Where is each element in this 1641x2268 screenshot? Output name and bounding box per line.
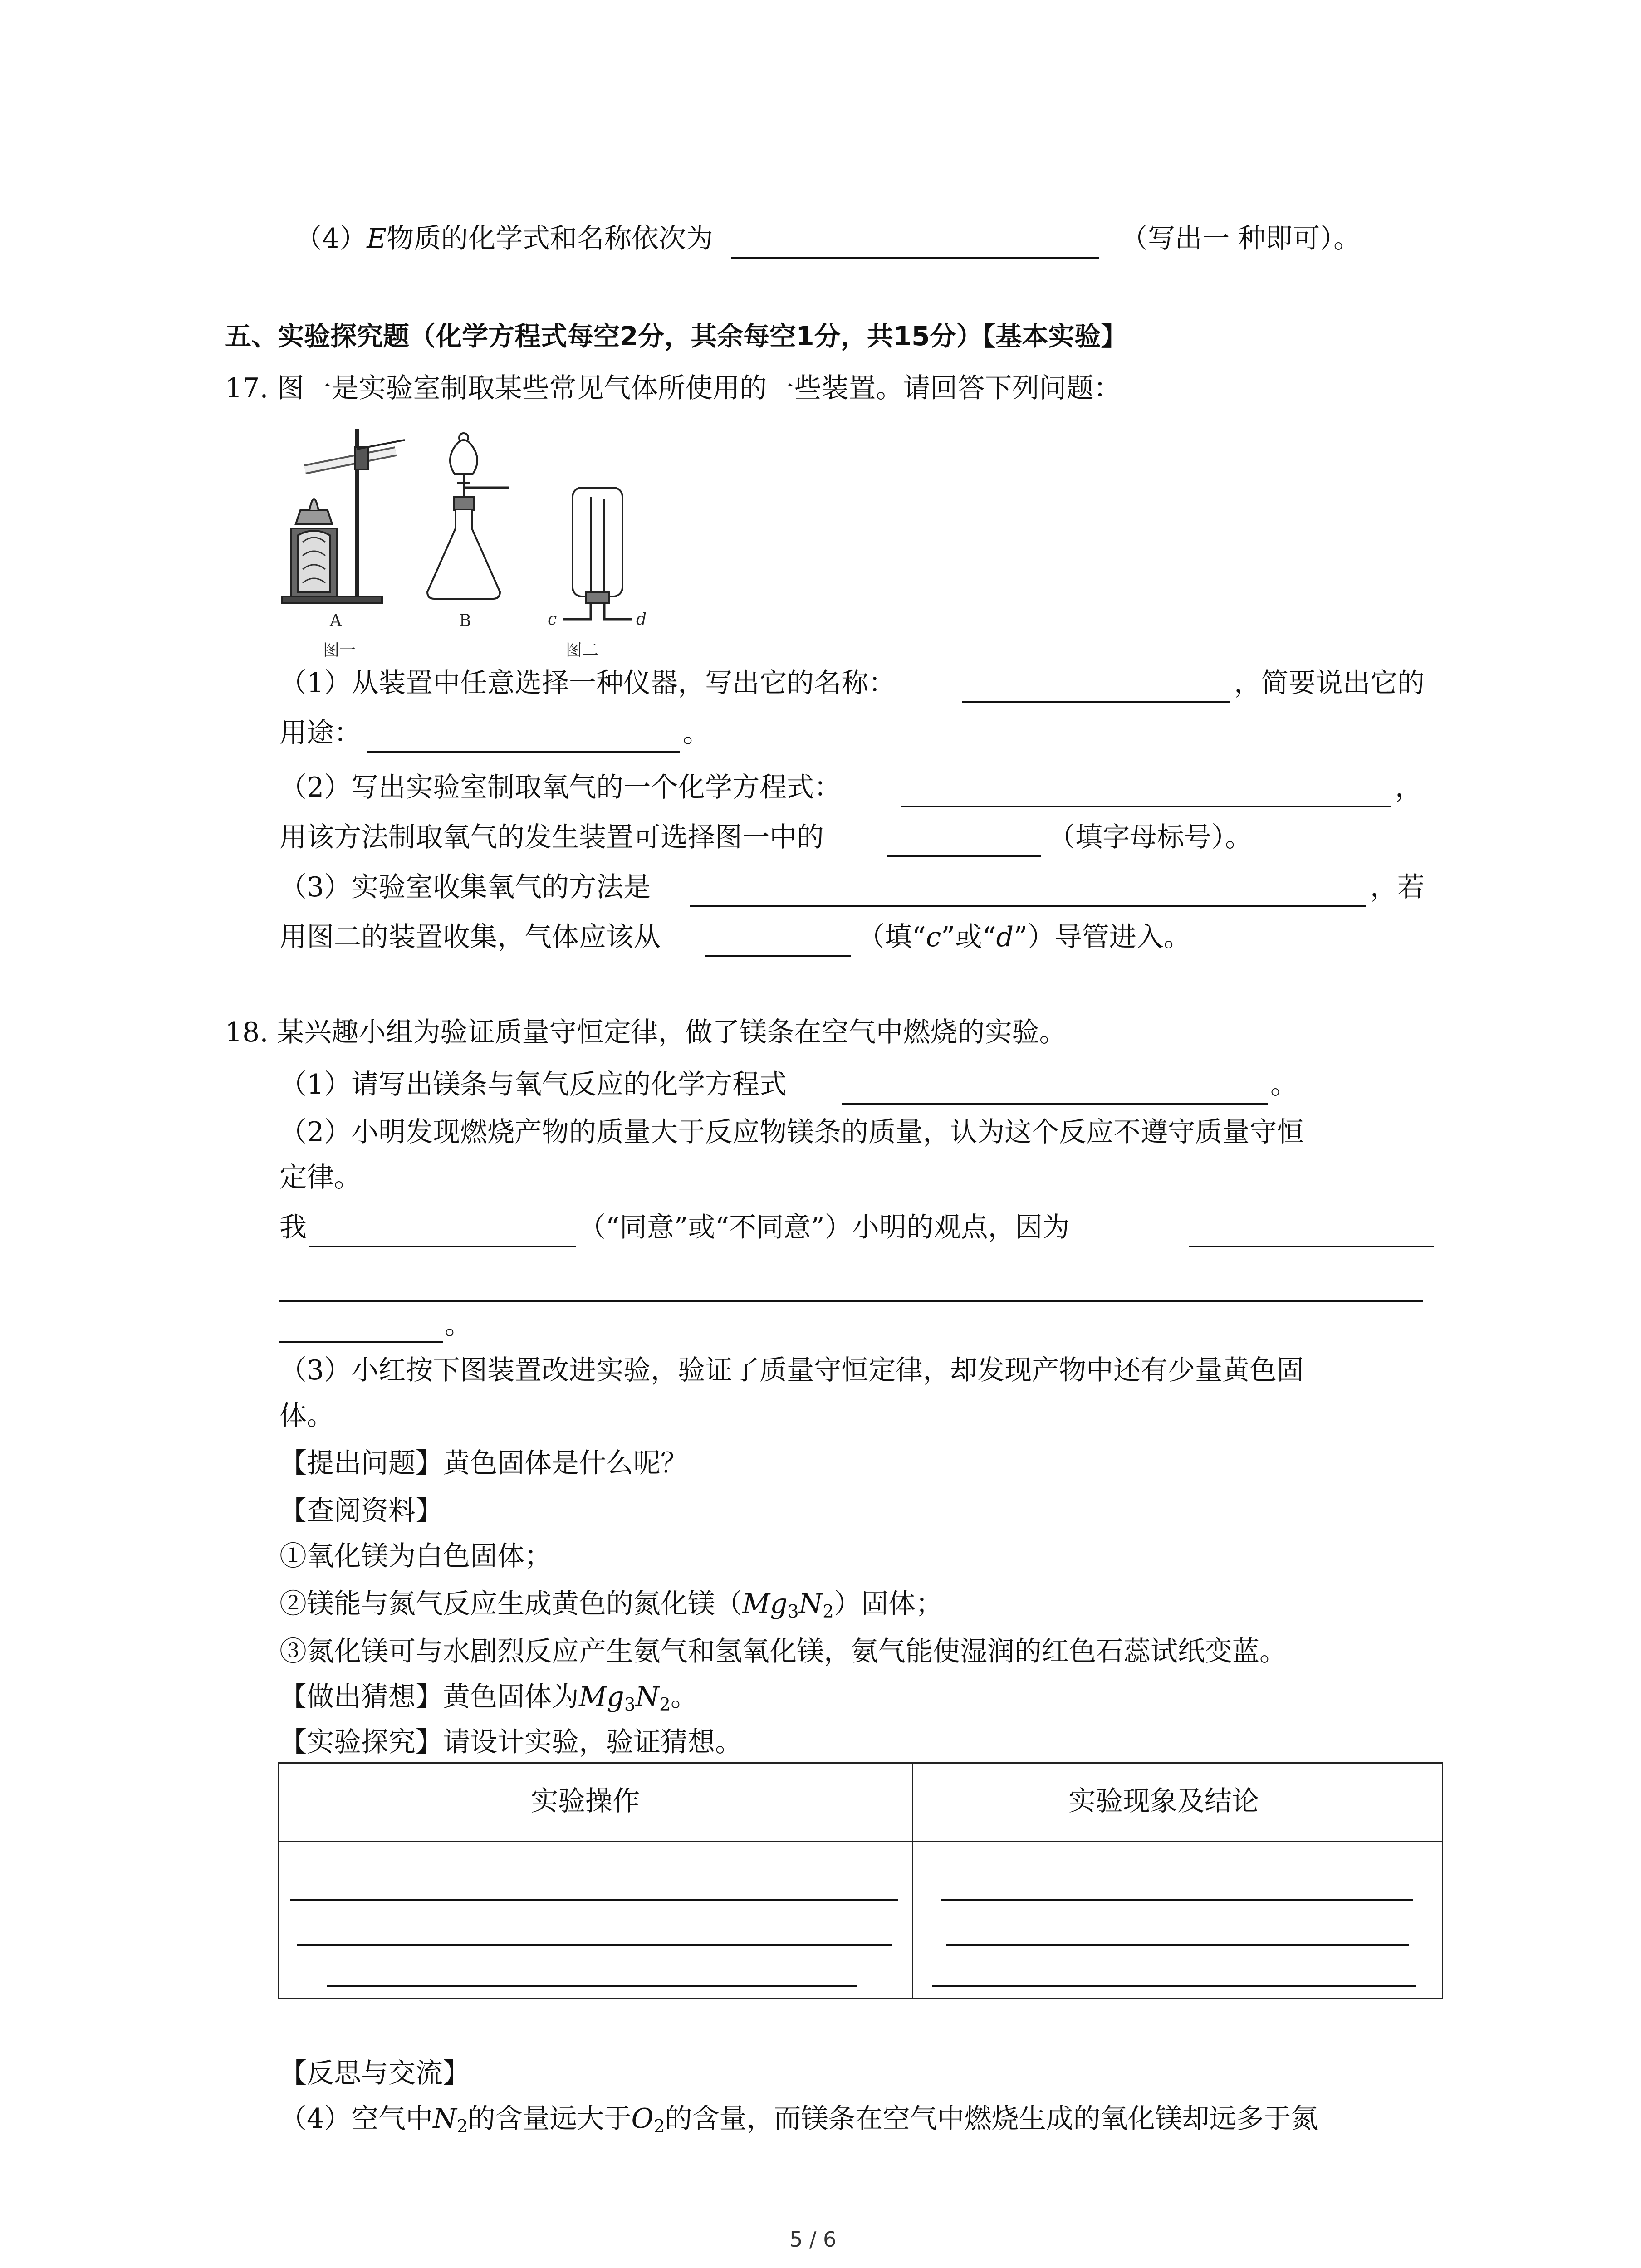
q18-p4 <box>279 2102 1318 2143</box>
table-header-result: 实验现象及结论 <box>1068 1785 1259 1817</box>
guess-formula-n: N <box>635 1681 660 1713</box>
stand-base <box>282 596 382 603</box>
table-column-divider <box>912 1762 913 1999</box>
q18-guess-b: 。 <box>671 1681 698 1713</box>
q18-ask: 【提出问题】黄色固体是什么呢？ <box>279 1447 688 1479</box>
q17-p3-text3: 用图二的装置收集，气体应该从 <box>279 921 661 953</box>
q18-reflect: 【反思与交流】 <box>279 2058 470 2089</box>
q16-item4-num: （4） <box>295 223 367 254</box>
q17-p3-tail <box>857 921 1191 953</box>
experiment-table <box>278 1762 1443 1999</box>
q17-p1-end: 。 <box>683 717 710 749</box>
q17-p2-text2: 用该方法制取氧气的发生装置可选择图一中的 <box>279 821 824 853</box>
o2: O <box>631 2103 654 2135</box>
q18-p4-c: 的含量，而镁条在空气中燃烧生成的氧化镁却远多于氮 <box>665 2103 1318 2135</box>
operation-blank-2[interactable] <box>297 1944 892 1946</box>
q18-ref2-b: ）固体； <box>834 1588 943 1620</box>
caption-fig1: 图一 <box>323 641 356 660</box>
q16-item4-text: 物质的化学式和名称依次为 <box>387 223 713 254</box>
q17-p1-name-blank[interactable] <box>962 701 1230 703</box>
q18-ref: 【查阅资料】 <box>279 1495 443 1527</box>
q17-p3-text: （3）实验室收集氧气的方法是 <box>279 871 651 903</box>
guess-formula-mg: Mg <box>579 1681 624 1713</box>
funnel-b <box>450 440 477 474</box>
tube-c <box>563 603 591 619</box>
q18-p2-reason-blank-3[interactable] <box>279 1341 443 1343</box>
q18-p2-mid: （“同意”或“不同意”）小明的观点，因为 <box>578 1212 1070 1243</box>
n2-sub: 2 <box>456 2116 468 2137</box>
q17-p2-text: （2）写出实验室制取氧气的一个化学方程式： <box>279 772 842 803</box>
operation-blank-3[interactable] <box>327 1985 857 1987</box>
result-blank-1[interactable] <box>941 1899 1413 1901</box>
q18-guess <box>279 1681 698 1721</box>
q18-p3-line1: （3）小红按下图装置改进实验，验证了质量守恒定律，却发现产物中还有少量黄色固 <box>279 1354 1304 1386</box>
table-header-operation: 实验操作 <box>531 1785 640 1817</box>
q16-item4-post: （写出一 种即可）。 <box>1121 223 1361 254</box>
q16-item4-var: E <box>367 223 387 254</box>
q17-p3-tail-b: ”或“ <box>941 921 996 953</box>
q18-p2-line2: 定律。 <box>279 1162 361 1193</box>
q18-ref2-a: ②镁能与氮气反应生成黄色的氮化镁（ <box>279 1588 742 1620</box>
guess-formula-mg-sub: 3 <box>624 1694 636 1715</box>
q17-p2-equation-blank[interactable] <box>901 806 1391 807</box>
apparatus-figure <box>278 420 686 665</box>
q18-p3-line2: 体。 <box>279 1400 334 1432</box>
q17-p3-tube-blank[interactable] <box>705 955 851 957</box>
label-c: c <box>548 610 557 629</box>
o2-sub: 2 <box>653 2116 665 2137</box>
section-heading: 五、实验探究题（化学方程式每空2分，其余每空1分，共15分）【基本实验】 <box>225 321 1127 352</box>
q18-ref2 <box>279 1588 943 1628</box>
flame <box>309 499 318 510</box>
q17-p3-text2: ，若 <box>1370 871 1425 903</box>
q18-intro: 18. 某兴趣小组为验证质量守恒定律，做了镁条在空气中燃烧的实验。 <box>225 1017 1067 1048</box>
stopper-b <box>454 497 474 510</box>
q18-p4-a: （4）空气中 <box>279 2103 433 2135</box>
q16-item4 <box>295 222 713 255</box>
q17-p1-use-label: 用途： <box>279 717 361 749</box>
q18-p2-reason-blank-2[interactable] <box>279 1300 1423 1302</box>
label-d: d <box>636 610 647 629</box>
q17-p3-tail-a: （填“ <box>857 921 926 953</box>
q17-p2-letter-blank[interactable] <box>887 855 1041 857</box>
q17-p3-tail-c: ”）导管进入。 <box>1014 921 1191 953</box>
q18-p2-end: 。 <box>445 1309 472 1341</box>
result-blank-2[interactable] <box>946 1944 1409 1946</box>
formula-mg-sub: 3 <box>787 1601 799 1622</box>
q18-p2-line1: （2）小明发现燃烧产物的质量大于反应物镁条的质量，认为这个反应不遵守质量守恒 <box>279 1116 1304 1148</box>
q17-p1-text: （1）从装置中任意选择一种仪器，写出它的名称： <box>279 667 896 699</box>
q18-p1-end: 。 <box>1270 1069 1298 1100</box>
q18-p4-b: 的含量远大于 <box>468 2103 632 2135</box>
q18-guess-a: 【做出猜想】黄色固体为 <box>279 1681 579 1713</box>
q18-explore: 【实验探究】请设计实验，验证猜想。 <box>279 1726 742 1758</box>
q18-p1-equation-blank[interactable] <box>842 1103 1268 1105</box>
formula-n: N <box>798 1588 823 1620</box>
q18-ref1: ①氧化镁为白色固体； <box>279 1540 552 1572</box>
flask-b <box>427 510 500 599</box>
q18-p2-wo: 我 <box>279 1212 307 1243</box>
q17-p3-c: c <box>926 921 941 953</box>
clamp <box>355 447 368 469</box>
q18-p2-agree-blank[interactable] <box>309 1246 576 1247</box>
formula-n-sub: 2 <box>823 1601 834 1622</box>
q17-p2-comma: ， <box>1395 772 1422 803</box>
page-number: 5 / 6 <box>789 2227 837 2252</box>
q18-ref3: ③氮化镁可与水剧烈反应产生氨气和氢氧化镁，氨气能使湿润的红色石蕊试纸变蓝。 <box>279 1636 1287 1667</box>
q17-p3-method-blank[interactable] <box>690 905 1366 907</box>
gas-bottle <box>573 488 622 596</box>
caption-fig2: 图二 <box>566 641 599 660</box>
q17-p2-end: （填字母标号）。 <box>1048 821 1252 853</box>
q17-p3-d: d <box>996 921 1014 953</box>
result-blank-3[interactable] <box>932 1985 1416 1987</box>
operation-blank-1[interactable] <box>290 1899 898 1901</box>
label-b: B <box>459 611 471 630</box>
guess-formula-n-sub: 2 <box>659 1694 671 1715</box>
q17-p1-use-blank[interactable] <box>367 751 680 753</box>
tube-d <box>604 603 632 619</box>
n2: N <box>433 2103 457 2135</box>
q18-p2-reason-blank-1[interactable] <box>1189 1246 1434 1247</box>
q17-intro: 17. 图一是实验室制取某些常见气体所使用的一些装置。请回答下列问题： <box>225 372 1121 404</box>
q18-p1-text: （1）请写出镁条与氧气反应的化学方程式 <box>279 1069 787 1100</box>
table-header-divider <box>278 1841 1443 1842</box>
q16-blank[interactable] <box>731 257 1099 259</box>
formula-mg: Mg <box>742 1588 788 1620</box>
label-a: A <box>330 611 342 630</box>
q17-p1-text2: ，简要说出它的 <box>1234 667 1425 699</box>
